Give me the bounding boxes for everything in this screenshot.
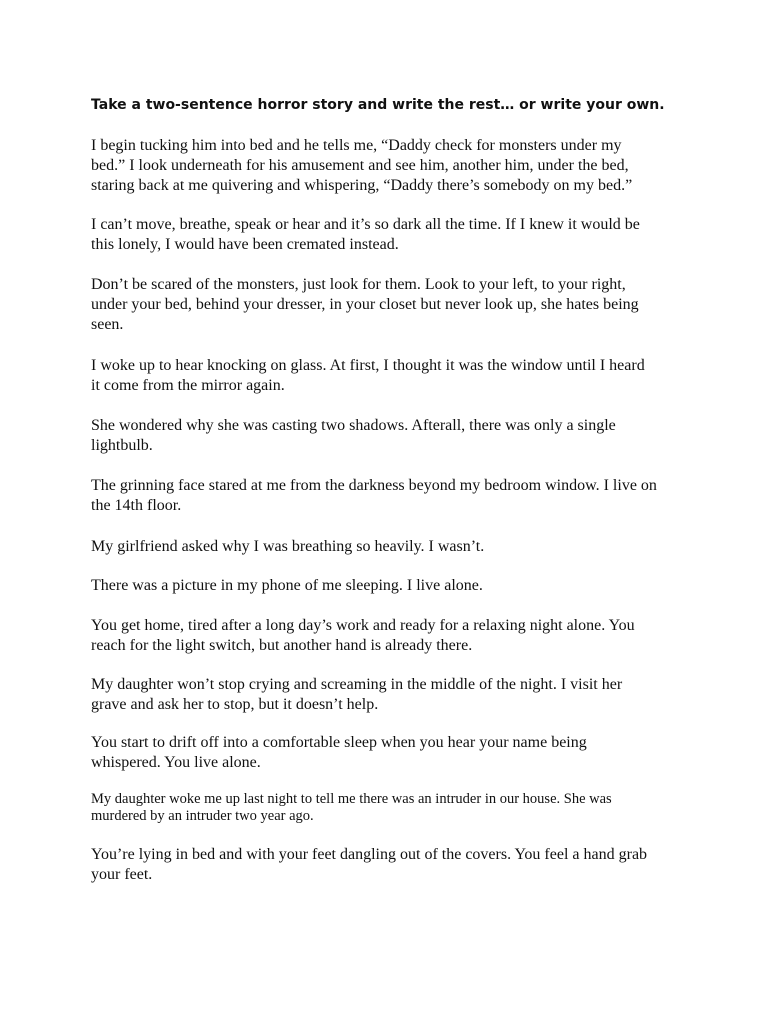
story-line: You start to drift off into a comfortable sleep when you hear your name being xyxy=(91,734,587,751)
story-line: lightbulb. xyxy=(91,437,153,454)
story-line: your feet. xyxy=(91,866,153,883)
story-line: Don’t be scared of the monsters, just look for them. Look to your left, to your right, xyxy=(91,276,626,293)
story-line: bed.” I look underneath for his amusement and see him, another him, under the bed, xyxy=(91,157,629,174)
story-paragraph-5 xyxy=(91,416,691,456)
story-line: staring back at me quivering and whispering, “Daddy there’s somebody on my bed.” xyxy=(91,177,633,194)
story-paragraph-1 xyxy=(91,136,691,196)
story-line: the 14th floor. xyxy=(91,497,182,514)
story-paragraph-8 xyxy=(91,576,691,596)
story-line: grave and ask her to stop, but it doesn’t help. xyxy=(91,696,379,713)
story-paragraph-9 xyxy=(91,616,691,656)
story-line: murdered by an intruder two year ago. xyxy=(91,808,314,824)
story-line: under your bed, behind your dresser, in your closet but never look up, she hates being xyxy=(91,296,639,313)
story-line: My daughter woke me up last night to tell me there was an intruder in our house. She was xyxy=(91,791,612,807)
story-line: You get home, tired after a long day’s work and ready for a relaxing night alone. You xyxy=(91,617,635,634)
story-line: You’re lying in bed and with your feet dangling out of the covers. You feel a hand grab xyxy=(91,846,648,863)
story-line: The grinning face stared at me from the darkness beyond my bedroom window. I live on xyxy=(91,477,657,494)
story-paragraph-11 xyxy=(91,733,691,773)
story-line: There was a picture in my phone of me sleeping. I live alone. xyxy=(91,577,483,594)
story-paragraph-7 xyxy=(91,537,691,557)
story-paragraph-6 xyxy=(91,476,691,516)
story-line: it come from the mirror again. xyxy=(91,377,285,394)
story-line: She wondered why she was casting two shadows. Afterall, there was only a single xyxy=(91,417,616,434)
story-paragraph-4 xyxy=(91,356,691,396)
story-paragraph-13 xyxy=(91,845,691,885)
story-line: seen. xyxy=(91,316,124,333)
story-line: My daughter won’t stop crying and screaming in the middle of the night. I visit her xyxy=(91,676,623,693)
story-line: this lonely, I would have been cremated instead. xyxy=(91,236,399,253)
story-line: I begin tucking him into bed and he tells me, “Daddy check for monsters under my xyxy=(91,137,622,154)
story-paragraph-3 xyxy=(91,275,691,335)
story-line: I can’t move, breathe, speak or hear and it’s so dark all the time. If I knew it would be xyxy=(91,216,640,233)
story-line: whispered. You live alone. xyxy=(91,754,261,771)
story-paragraph-2 xyxy=(91,215,691,255)
story-line: reach for the light switch, but another hand is already there. xyxy=(91,637,473,654)
document-heading: Take a two-sentence horror story and write the rest… or write your own. xyxy=(91,97,665,113)
story-line: My girlfriend asked why I was breathing so heavily. I wasn’t. xyxy=(91,538,485,555)
story-paragraph-12 xyxy=(91,791,691,825)
story-paragraph-10 xyxy=(91,675,691,715)
story-line: I woke up to hear knocking on glass. At first, I thought it was the window until I heard xyxy=(91,357,645,374)
